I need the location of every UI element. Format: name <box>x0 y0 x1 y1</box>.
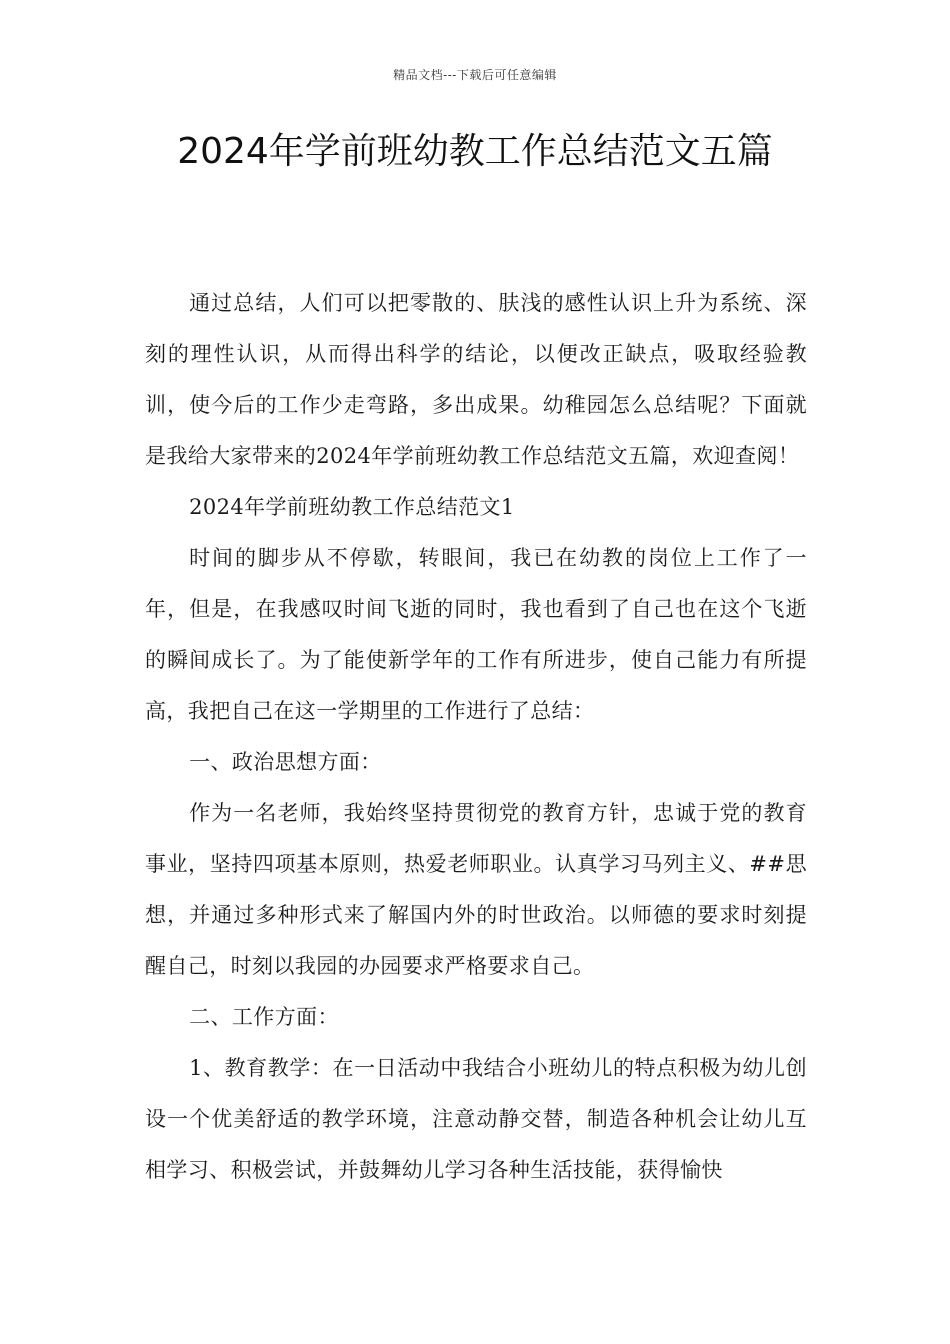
section-heading-article-1: 2024年学前班幼教工作总结范文1 <box>189 495 515 519</box>
document-body <box>145 278 807 1196</box>
body-paragraph: 作为一名老师，我始终坚持贯彻党的教育方针，忠诚于党的教育事业，坚持四项基本原则，热爱老师职业。认真学习马列主义、##思想，并通过多种形式来了解国内外的时世政治。以师德的要求时刻提醒自己，时刻以我园的办园要求严格要求自己。 <box>145 801 807 978</box>
body-paragraph: 时间的脚步从不停歇，转眼间，我已在幼教的岗位上工作了一年，但是，在我感叹时间飞逝的同时，我也看到了自己也在这个飞逝的瞬间成长了。为了能使新学年的工作有所进步，使自己能力有所提高，我把自己在这一学期里的工作进行了总结： <box>145 546 807 723</box>
intro-paragraph: 通过总结，人们可以把零散的、肤浅的感性认识上升为系统、深刻的理性认识，从而得出科学的结论，以便改正缺点，吸取经验教训，使今后的工作少走弯路，多出成果。幼稚园怎么总结呢？下面就是我给大家带来的2024年学前班幼教工作总结范文五篇，欢迎查阅！ <box>145 291 807 468</box>
body-paragraph: 1、教育教学：在一日活动中我结合小班幼儿的特点积极为幼儿创设一个优美舒适的教学环境，注意动静交替，制造各种机会让幼儿互相学习、积极尝试，并鼓舞幼儿学习各种生活技能，获得愉快 <box>145 1056 807 1182</box>
document-title: 2024年学前班幼教工作总结范文五篇 <box>177 131 773 172</box>
section-heading-work: 二、工作方面： <box>189 1005 339 1029</box>
section-heading-politics: 一、政治思想方面： <box>189 750 382 774</box>
page-header: 精品文档---下载后可任意编辑 <box>393 68 557 82</box>
